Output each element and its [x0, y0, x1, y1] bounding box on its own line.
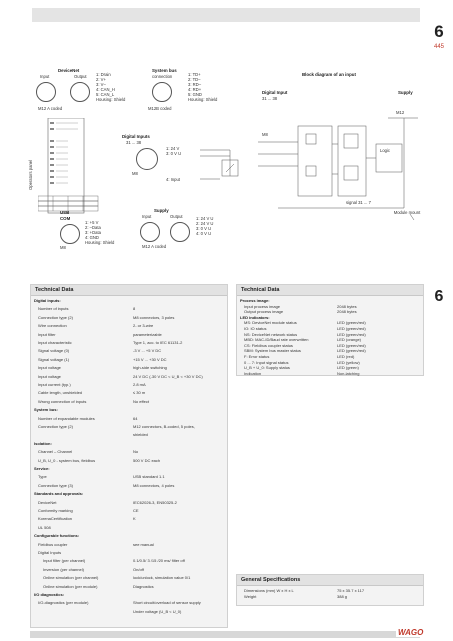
devicenet-pin: 2: V+	[96, 77, 106, 82]
supply-pin: 3: 0 V U	[196, 226, 212, 231]
table-row-value: No	[133, 449, 139, 455]
table-row-value: IEC62026-3, EN50325-2	[133, 499, 177, 505]
footer-bar	[30, 631, 420, 638]
usb-subtitle: COM	[60, 216, 71, 221]
table-header	[31, 285, 227, 296]
table-row-value: Short circuit/overload of sensor supply	[133, 600, 201, 606]
side-chapter-number: 6	[434, 288, 444, 305]
table-title: General Specifications	[241, 577, 301, 583]
block-module-mount-label: Module mount	[393, 210, 421, 215]
devicenet-pin: 5: CAN_L	[96, 92, 115, 97]
table-row-label: Inversion (per channel)	[43, 566, 84, 572]
table-row-label: Number of expandable modules	[38, 415, 95, 421]
supply-input-connector-icon	[140, 222, 160, 242]
systembus-pin: 5: GND	[188, 92, 202, 97]
table-header	[237, 575, 423, 586]
devicenet-pin: 4: CAN_H	[96, 87, 115, 92]
table-row-label: Number of inputs	[38, 306, 69, 312]
table-row-label: Wire connection	[38, 323, 67, 329]
table-row-value: ≤ 30 m	[133, 390, 146, 396]
table-row-label: Connection type (3)	[38, 482, 73, 488]
table-section-heading: Digital inputs:	[34, 298, 61, 303]
table-row-value: On/off	[133, 566, 144, 572]
usb-pin: 1: +5 V	[85, 220, 99, 225]
table-row-label: Input voltage	[38, 373, 61, 379]
table-row-label: Connection type (2)	[38, 424, 73, 429]
table-row-value: LED (red)	[337, 354, 355, 359]
table-section-heading: System bus:	[34, 407, 58, 413]
table-row-label: Weight	[244, 594, 257, 599]
table-row-value: Diagnostics	[133, 583, 154, 589]
table-row-label: Dimensions (mm) W x H x L	[244, 588, 294, 593]
table-row-label: Online simulation (per module)	[43, 583, 98, 589]
table-row-value: 2048 bytes	[337, 303, 357, 309]
table-section-heading: I/O diagnostics:	[34, 592, 65, 597]
digital-input-signal: 4: Input	[166, 177, 180, 182]
sensor-wiring	[200, 146, 245, 186]
usb-m8-label: M8	[60, 245, 66, 250]
table-row-value: K	[133, 516, 136, 522]
wago-logo: WAGO	[398, 628, 424, 637]
table-row-label: MBD: MAC-ID/Baud rate overwritten	[244, 337, 309, 343]
supply-pin: 2: 24 V U	[196, 221, 214, 226]
systembus-subtitle: connection	[152, 74, 173, 79]
table-section-heading: Configurable functions:	[34, 533, 80, 539]
table-row-value: shielded	[133, 432, 148, 438]
block-supply-label: Supply	[398, 90, 413, 95]
operators-panel-graphic	[38, 118, 118, 228]
table-row-value: CE	[133, 508, 139, 513]
supply-input-label: Input	[142, 214, 152, 219]
table-row-value: 8	[133, 306, 136, 312]
table-row-label: NS: DeviceNet network status	[244, 331, 298, 337]
table-row-value: Non-latching	[337, 370, 360, 376]
devicenet-pin: Housing: Shield	[96, 97, 126, 102]
systembus-title: System bus	[152, 68, 177, 73]
devicenet-output-label: Output	[74, 74, 87, 79]
table-row-label: Online simulation (per channel)	[43, 575, 99, 581]
table-row-label: Fieldbus coupler	[38, 541, 68, 547]
table-section-heading: LED indicators:	[240, 314, 270, 320]
table-title: Technical Data	[35, 287, 74, 293]
table-section-heading: Process image:	[240, 298, 270, 303]
table-row-label: Signal voltage (0)	[38, 348, 70, 354]
table-row-label: I/O-diagnostics (per module)	[38, 600, 89, 606]
table-row-label: DeviceNet	[38, 499, 57, 505]
devicenet-pin-list	[96, 72, 125, 102]
table-row-label: CS: Fieldbus coupler status	[244, 342, 293, 348]
devicenet-output-connector-icon	[70, 82, 90, 102]
table-row-value: M8 connectors, 3 poles	[133, 314, 175, 320]
usb-connector-icon	[60, 224, 80, 244]
operators-panel-label: Operators panel	[28, 159, 33, 190]
table-row-label: KorenaCertification	[38, 516, 73, 522]
supply-output-connector-icon	[170, 222, 190, 242]
block-m8-label: M8	[262, 132, 268, 137]
table-row-label: 0 ... 7: Input signal status	[244, 359, 289, 365]
table-row-label: Input voltage	[38, 365, 61, 371]
table-row-label: Digital Inputs	[38, 550, 62, 555]
table-row-label: U_B + U_0: Supply status	[244, 365, 290, 371]
table-row-value: Under voltage (U_B < U_0)	[133, 608, 182, 614]
systembus-connector-icon	[152, 82, 172, 102]
block-m12-label: M12	[396, 110, 405, 115]
table-row-label: IO: IO status	[244, 326, 267, 331]
table-row-value: LED (green)	[337, 365, 359, 371]
systembus-pin-list	[188, 72, 217, 102]
systembus-pin: 4: RD+	[188, 87, 202, 92]
table-row-label: Input characteristic	[38, 340, 72, 345]
supply-pin: 4: 0 V U	[196, 231, 212, 236]
technical-data-table	[30, 284, 228, 628]
table-row-value: 75 x 35.7 x 117	[337, 588, 365, 593]
digital-input-pin: 1: 24 V	[166, 146, 180, 151]
table-row-value: high-side switching	[133, 365, 167, 371]
table-row-value: M12 connectors, B-coded, 5 poles,	[133, 424, 195, 429]
supply-pin-list	[196, 216, 213, 236]
table-section-heading: Isolation:	[34, 440, 52, 446]
digital-input-connector-icon	[136, 148, 158, 170]
table-header	[237, 285, 423, 296]
table-row-label: Type	[38, 474, 47, 480]
table-row-value: +15 V ... +30 V DC	[133, 356, 167, 362]
table-row-label: Indication	[244, 370, 262, 376]
devicenet-title: DeviceNet	[58, 68, 80, 73]
table-title: Technical Data	[241, 287, 280, 293]
devicenet-pin: 1: Drain	[96, 72, 111, 77]
block-digital-input-label: Digital Input	[262, 90, 288, 95]
systembus-coding: M12B coded	[148, 106, 172, 111]
table-row-label: Input current (typ.)	[38, 382, 71, 387]
usb-pin: 2: –Data	[85, 225, 101, 230]
connection-diagram	[30, 30, 425, 255]
block-signal-label: signal 31 ... 7	[346, 200, 371, 205]
table-row-value: LED (yellow)	[337, 359, 360, 365]
table-row-value: LED (green/red)	[337, 342, 366, 348]
table-row-label: U_B, U_0 - system bus, fieldbus	[38, 457, 96, 463]
table-row-value: LED (orange)	[337, 337, 362, 343]
devicenet-input-connector-icon	[36, 82, 56, 102]
table-row-value: lock/unlock, simulation value 0/1	[133, 575, 191, 581]
block-diagram-title: Block diagram of an input	[302, 72, 356, 77]
table-row-value: 2.8 mA	[133, 382, 146, 387]
header-band	[32, 8, 420, 22]
systembus-pin: 1: TD+	[188, 72, 201, 77]
table-row-label: Wrong connection of inputs	[38, 398, 87, 404]
table-row-label: Channel – Channel	[38, 449, 73, 455]
table-row-value: USB standard 1.1	[133, 474, 165, 480]
table-row-value: LED (green/red)	[337, 320, 366, 326]
table-row-value: Type 1, acc. to IEC 61131-2	[133, 340, 183, 345]
digital-inputs-range: 31 ... 38	[126, 140, 142, 145]
table-section-heading: Standards and approvals:	[34, 491, 84, 497]
usb-pin: Housing: Shield	[85, 240, 115, 245]
table-row-value: LED (green/red)	[337, 348, 366, 354]
usb-pin: 3: +Data	[85, 230, 101, 235]
table-row-label: F: Error status	[244, 354, 270, 359]
table-row-value: 388 g	[337, 594, 348, 599]
usb-pin: 4: GND	[85, 235, 99, 240]
block-input-range: 31 ... 38	[262, 96, 278, 101]
block-logic-label: Logic	[380, 148, 391, 153]
table-row-value: LED (green/red)	[337, 326, 366, 331]
table-row-label: Cable length, unshielded	[38, 390, 83, 396]
table-row-label: MS: DeviceNet module status	[244, 320, 297, 326]
systembus-pin: 3: RD–	[188, 82, 202, 87]
digital-inputs-title: Digital Inputs	[122, 134, 150, 139]
table-row-value: 2- or 3-wire	[133, 323, 154, 329]
digital-input-m8-label: M8	[132, 171, 138, 176]
table-row-label: Signal voltage (1)	[38, 356, 70, 362]
table-row-value: parameterizable	[133, 331, 162, 337]
chapter-number: 6	[434, 22, 444, 41]
table-row-value: 2048 bytes	[337, 309, 357, 315]
devicenet-coding: M12 A coded	[38, 106, 63, 111]
usb-title: USB	[60, 210, 70, 215]
table-row-value: see manual	[133, 541, 154, 547]
table-row-value: -3 V ... +5 V DC	[133, 348, 162, 354]
digital-input-pin-list	[166, 146, 181, 156]
table-row-label: Input filter (per channel)	[43, 558, 86, 564]
table-row-value: No effect	[133, 398, 149, 404]
table-row-label: Output process image	[244, 309, 284, 315]
table-row-value: 64	[133, 415, 138, 421]
table-section-heading: Service:	[34, 466, 50, 471]
table-row-value: LED (green/red)	[337, 331, 366, 337]
supply-coding: M12 A coded	[142, 244, 167, 249]
table-row-value: 0.1/0.5/ 3 /15 /20 ms/ filter off	[133, 558, 185, 564]
technical-data-table-right	[236, 284, 424, 376]
table-row-label: UL 508	[38, 524, 51, 530]
table-row-value: 24 V DC (-30 V DC < U_B < +30 V DC)	[133, 373, 203, 379]
table-row-value: 500 V DC each	[133, 457, 161, 463]
supply-pin: 1: 24 V U	[196, 216, 214, 221]
table-row-label: Input filter	[38, 331, 56, 337]
table-row-label: SBM: System bus master status	[244, 348, 301, 354]
table-row-value: M8 connectors, 4 poles	[133, 482, 175, 488]
devicenet-input-label: Input	[40, 74, 50, 79]
systembus-pin: 2: TD–	[188, 77, 201, 82]
supply-output-label: Output	[170, 214, 183, 219]
supply-title: Supply	[154, 208, 169, 213]
systembus-pin: Housing: Shield	[188, 97, 218, 102]
digital-input-pin: 3: 0 V U	[166, 151, 182, 156]
usb-pin-list	[85, 220, 114, 245]
table-row-label: Connection type (2)	[38, 314, 73, 320]
table-row-label: Conformity marking	[38, 508, 73, 513]
table-row-label: Input process image	[244, 303, 281, 309]
general-specifications-table	[236, 574, 424, 606]
page-number: 445	[433, 44, 444, 50]
devicenet-pin: 3: V–	[96, 82, 106, 87]
